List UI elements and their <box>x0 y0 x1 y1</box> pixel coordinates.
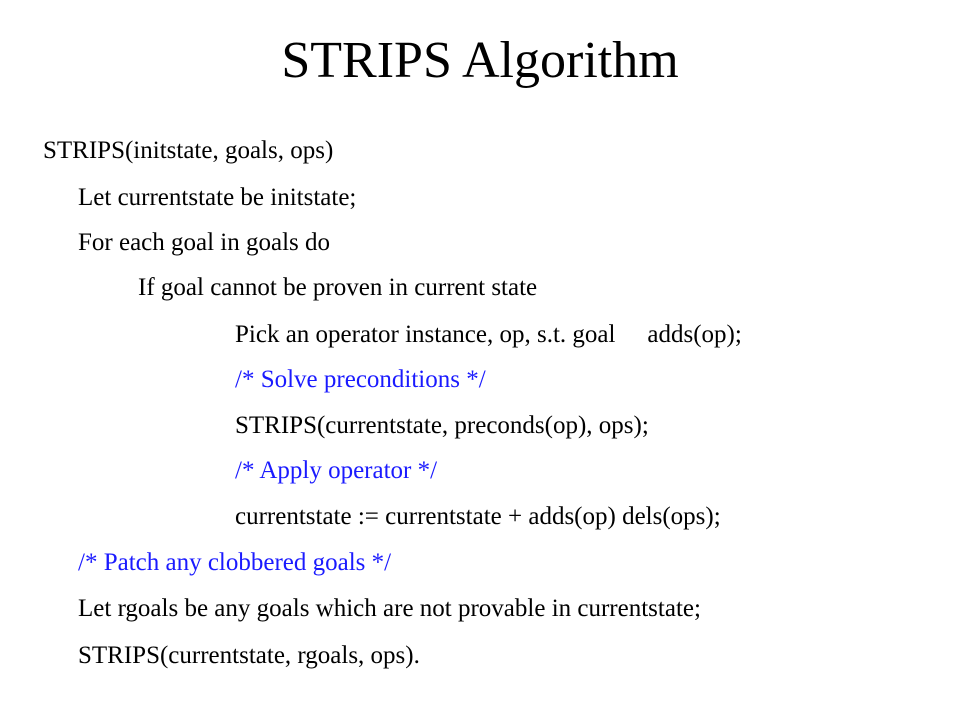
algorithm-comment-apply-operator: /* Apply operator */ <box>235 457 438 484</box>
algorithm-line-init: Let currentstate be initstate; <box>78 184 357 211</box>
algorithm-line-if: If goal cannot be proven in current state <box>138 274 538 301</box>
algorithm-line-signature: STRIPS(initstate, goals, ops) <box>43 137 334 164</box>
algorithm-line-for-each: For each goal in goals do <box>78 229 331 256</box>
algorithm-line-rgoals: Let rgoals be any goals which are not provable in currentstate; <box>78 595 701 622</box>
algorithm-comment-solve-preconditions: /* Solve preconditions */ <box>235 366 486 393</box>
slide-title: STRIPS Algorithm <box>281 32 679 89</box>
algorithm-line-pick-operator: Pick an operator instance, op, s.t. goal   adds(op); <box>235 321 742 348</box>
algorithm-line-recursive-preconds: STRIPS(currentstate, preconds(op), ops); <box>235 412 649 439</box>
algorithm-comment-patch-goals: /* Patch any clobbered goals */ <box>78 549 392 576</box>
algorithm-line-update-state: currentstate := currentstate + adds(op) dels(ops); <box>235 503 721 530</box>
algorithm-line-final-call: STRIPS(currentstate, rgoals, ops). <box>78 642 420 669</box>
